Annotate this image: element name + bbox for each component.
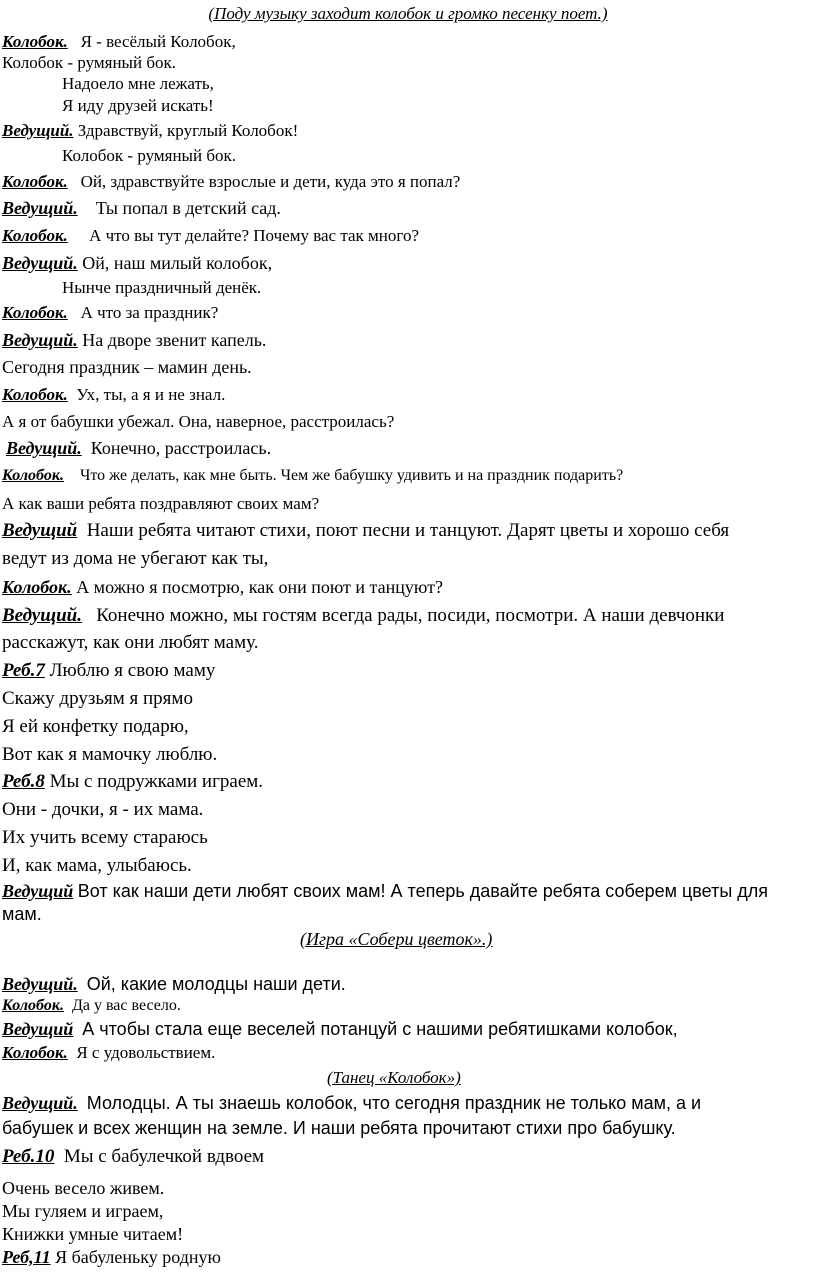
speaker: Ведущий. (2, 1093, 78, 1113)
line (2, 172, 460, 192)
line (2, 660, 215, 682)
line-text: Я с удовольствием. (76, 1043, 216, 1062)
line-text: Я ей конфетку подарю, (2, 716, 189, 737)
line (2, 688, 193, 710)
speaker: Колобок. (2, 172, 68, 191)
line-text: Молодцы. А ты знаешь колобок, что сегодня праздник не только мам, а и (86, 1093, 702, 1113)
line-text: Конечно можно, мы гостям всегда рады, посиди, посмотри. А наши девчонки (96, 605, 725, 626)
line (2, 716, 189, 738)
line (2, 520, 729, 542)
speaker: Реб.8 (2, 771, 45, 792)
line (2, 253, 272, 274)
line-text: расскажут, как они любят маму. (2, 632, 259, 653)
speaker: Ведущий (2, 881, 74, 901)
line (2, 385, 225, 405)
line (2, 827, 208, 849)
line-text: Конечно, расстроилась. (90, 438, 272, 458)
line-text: Я бабуленьку родную (55, 1247, 221, 1267)
speaker: Ведущий. (2, 330, 78, 350)
line-text: А что за праздник? (80, 303, 219, 322)
line-text: Мы гуляем и играем, (2, 1201, 164, 1221)
speaker: Ведущий. (6, 438, 82, 458)
line (2, 904, 42, 925)
line-text: А как ваши ребята поздравляют своих мам? (2, 494, 320, 513)
speaker: Ведущий. (2, 121, 74, 140)
line-text: Мы с бабулечкой вдвоем (63, 1146, 265, 1167)
line (62, 146, 236, 166)
speaker: Колобок. (2, 32, 68, 51)
speaker: Колобок. (2, 1043, 68, 1062)
line-text: ведут из дома не убегают как ты, (2, 548, 269, 569)
line-text: Мы с подружками играем. (49, 771, 264, 792)
line (2, 855, 192, 877)
line-text: На дворе звенит капель. (82, 330, 267, 350)
line (2, 330, 266, 351)
line-text: Они - дочки, я - их мама. (2, 799, 204, 820)
stage-direction-game: (Игра «Собери цветок».) (300, 929, 493, 949)
speaker: Реб.10 (2, 1146, 55, 1167)
line (2, 1043, 215, 1063)
line-text: Я иду друзей искать! (62, 96, 214, 115)
line (2, 357, 252, 378)
speaker: Ведущий. (2, 974, 78, 994)
line-text: Да у вас весело. (71, 997, 181, 1014)
line-text: Ты попал в детский сад. (95, 198, 281, 218)
line-text: бабушек и всех женщин на земле. И наши ребята прочитают стихи про бабушку. (2, 1118, 676, 1138)
speaker: Колобок. (2, 385, 68, 404)
line-text: Надоело мне лежать, (62, 74, 214, 93)
line-text: Что же делать, как мне быть. Чем же бабушку удивить и на праздник подарить? (79, 467, 624, 484)
line-text: Ой, здравствуйте взрослые и дети, куда это я попал? (80, 172, 461, 191)
line (2, 744, 217, 766)
line (2, 121, 298, 141)
line-text: Люблю я свою маму (49, 660, 216, 681)
line (2, 467, 623, 485)
line-text: Колобок - румяный бок. (2, 53, 176, 72)
line-text: Колобок - румяный бок. (62, 146, 236, 165)
line-text: Скажу друзьям я прямо (2, 688, 193, 709)
line-text: И, как мама, улыбаюсь. (2, 855, 192, 876)
line (2, 1247, 221, 1268)
line (62, 278, 261, 298)
line-text: Вот как я мамочку люблю. (2, 744, 218, 765)
line (62, 96, 214, 116)
line (2, 997, 181, 1015)
line-text: Ух, ты, а я и не знал. (76, 385, 226, 404)
speaker: Ведущий (2, 1019, 74, 1039)
line (2, 974, 346, 995)
line-text: Нынче праздничный денёк. (62, 278, 262, 297)
stage-direction-dance: (Танец «Колобок») (327, 1068, 461, 1087)
line-text: Книжки умные читаем! (2, 1224, 184, 1244)
line (2, 881, 768, 902)
line (2, 577, 443, 598)
line (2, 303, 218, 323)
line-text: Ой, какие молодцы наши дети. (86, 974, 346, 994)
speaker: Колобок. (2, 577, 72, 597)
speaker: Колобок. (2, 997, 64, 1014)
line (2, 1019, 678, 1040)
line-text: Здравствуй, круглый Колобок! (77, 121, 299, 140)
line (62, 74, 214, 94)
line (2, 226, 419, 246)
stage-direction-intro: (Поду музыку заходит колобок и громко песенку поет.) (208, 4, 608, 23)
line (2, 494, 319, 514)
speaker: Реб,11 (2, 1247, 51, 1267)
speaker: Ведущий. (2, 605, 82, 626)
line (2, 1146, 264, 1168)
line-text: Ой, наш милый колобок, (82, 253, 273, 273)
line-text: мам. (2, 904, 42, 924)
line (2, 632, 258, 654)
speaker: Колобок. (2, 467, 64, 484)
line (6, 438, 271, 459)
line (2, 771, 263, 793)
line (2, 548, 268, 570)
line (2, 53, 176, 73)
speaker: Колобок. (2, 303, 68, 322)
line (2, 412, 394, 432)
line (2, 799, 203, 821)
line-text: Очень весело живем. (2, 1178, 165, 1198)
line (2, 1178, 164, 1199)
speaker: Ведущий (2, 520, 78, 541)
line (2, 1201, 163, 1222)
line (2, 32, 236, 52)
line-text: Я - весёлый Колобок, (80, 32, 236, 51)
line-text: А чтобы стала еще веселей потанцуй с нашими ребятишками колобок, (82, 1019, 678, 1039)
speaker: Ведущий. (2, 253, 78, 273)
line (2, 1224, 183, 1245)
speaker: Реб.7 (2, 660, 45, 681)
line-text: Сегодня праздник – мамин день. (2, 357, 252, 377)
speaker: Колобок. (2, 226, 68, 245)
line-text: А я от бабушки убежал. Она, наверное, расстроилась? (2, 412, 395, 431)
line-text: А что вы тут делайте? Почему вас так много? (89, 226, 419, 245)
line-text: Вот как наши дети любят своих мам! А теперь давайте ребята соберем цветы для (77, 881, 769, 901)
line-text: Наши ребята читают стихи, поют песни и танцуют. Дарят цветы и хорошо себя (86, 520, 730, 541)
line-text: Их учить всему стараюсь (2, 827, 208, 848)
line-text: А можно я посмотрю, как они поют и танцуют? (76, 577, 443, 597)
line (2, 198, 281, 219)
speaker: Ведущий. (2, 198, 78, 218)
line (2, 1093, 701, 1114)
line (2, 1118, 676, 1139)
line (2, 605, 724, 627)
